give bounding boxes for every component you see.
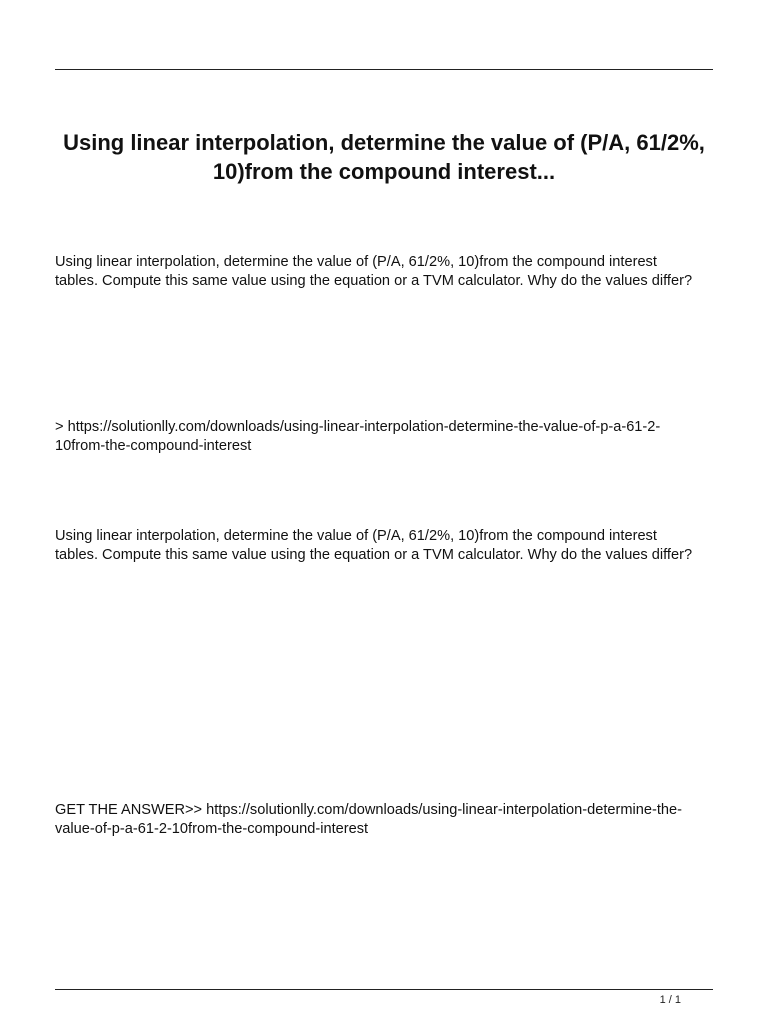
get-answer-link-text: GET THE ANSWER>> https://solutionlly.com/downloads/using-linear-interpolation-determine-the-value-of-p-a-61-2-10from-the-compound-interest (55, 802, 683, 837)
footer-divider (55, 989, 713, 990)
question-paragraph-repeat: Using linear interpolation, determine the value of (P/A, 61/2%, 10)from the compound interest tables. Compute this same value using the equation or a TVM calculator. Why do the values differ? (55, 528, 693, 563)
question-paragraph: Using linear interpolation, determine the value of (P/A, 61/2%, 10)from the compound interest tables. Compute this same value using the equation or a TVM calculator. Why do the values differ? (55, 254, 693, 289)
page-title: Using linear interpolation, determine the value of (P/A, 61/2%, 10)from the compound interest... (63, 130, 705, 184)
page-number: 1 / 1 (659, 994, 681, 1006)
header-divider (55, 69, 713, 70)
solution-link-text: > https://solutionlly.com/downloads/using-linear-interpolation-determine-the-value-of-p-a-61-2-10from-the-compound-interest (55, 419, 661, 454)
